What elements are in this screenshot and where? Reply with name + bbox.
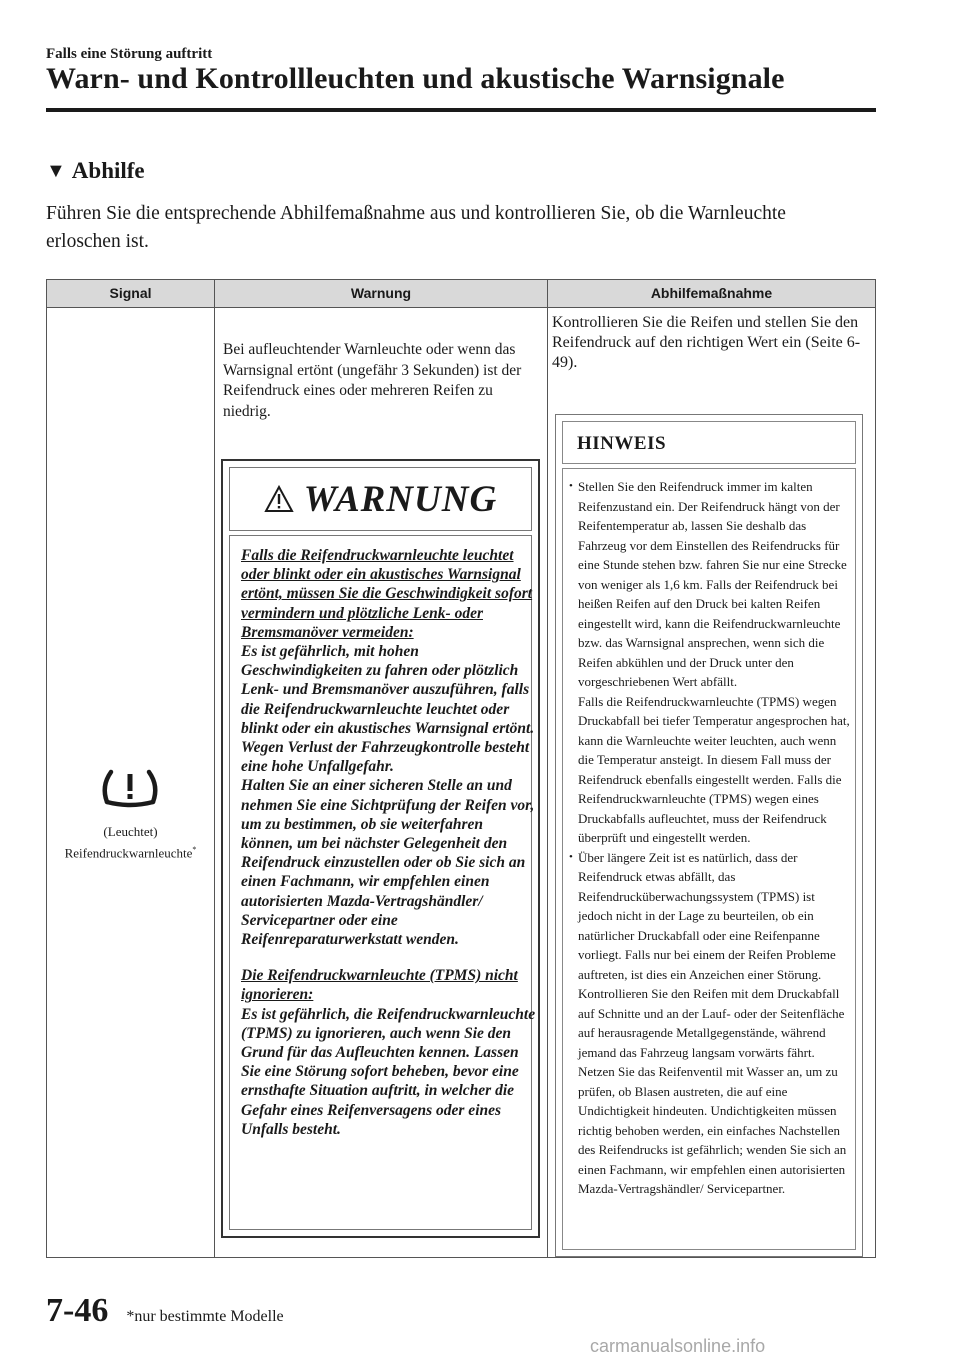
- triangle-down-icon: ▼: [46, 159, 66, 182]
- warning-triangle-icon: [264, 485, 294, 513]
- signal-label: (Leuchtet) Reifendruckwarnleuchte*: [64, 824, 197, 861]
- remedy-text: Kontrollieren Sie die Reifen und stellen Sie den Reifendruck auf den richtigen Wert ein (Seite 6-49).: [552, 314, 861, 372]
- note-list: [569, 477, 851, 1199]
- subheading: [46, 158, 145, 184]
- warning-box: [221, 459, 540, 1238]
- bullet-icon: •: [569, 850, 573, 863]
- warning-title: WARNUNG: [303, 478, 498, 520]
- warning-box-header: [229, 467, 532, 531]
- table-header: [47, 280, 875, 308]
- warning-heading-1: Falls die Reifendruckwarnleuchte leuchtet oder blinkt oder ein akustisches Warnsignal ertönt, müssen Sie die Geschwindigkeit sofort vermindern und plötzliche Lenk- oder Bremsmanöver vermeiden:: [241, 547, 533, 641]
- footnote: *nur bestimmte Modelle: [126, 1308, 284, 1325]
- warning-paragraph-3: Es ist gefährlich, die Reifendruckwarnleuchte (TPMS) zu ignorieren, auch wenn Sie den Grund für das Aufleuchten kennen. Lassen Sie eine Störung sofort beheben, bevor eine ernsthafte Situation auftritt, in welcher die Gefahr eines Reifenversagens oder eines Unfalls besteht.: [241, 1005, 536, 1138]
- header-signal: Signal: [109, 285, 152, 301]
- warning-heading-2: Die Reifendruckwarnleuchte (TPMS) nicht ignorieren:: [241, 967, 518, 1004]
- subheading-text: Abhilfe: [71, 158, 145, 183]
- warning-content: [241, 546, 536, 1139]
- remedy-cell: [548, 308, 875, 1257]
- bullet-icon: •: [569, 480, 573, 492]
- page-footer: [46, 1292, 284, 1330]
- chapter-title: Warn- und Kontrollleuchten und akustische Warnsignale: [46, 62, 785, 95]
- note-header: [562, 421, 856, 464]
- warning-paragraph-1: Es ist gefährlich, mit hohen Geschwindigkeiten zu fahren oder plötzlich Lenk- und Bremsmanöver auszuführen, falls die Reifendruckwarnleuchte leuchtet oder blinkt oder ein akustisches Warnsignal ertönt. Wegen Verlust der Fahrzeugkontrolle besteht eine hohe Unfallgefahr.: [241, 643, 535, 776]
- header-rule: [46, 108, 876, 112]
- header-remedy: Abhilfemaßnahme: [650, 285, 773, 301]
- warning-cell: [215, 308, 547, 1257]
- remedy-table: [46, 279, 876, 1258]
- note-title: HINWEIS: [577, 433, 667, 454]
- note-box: [555, 414, 863, 1257]
- list-item: • Stellen Sie den Reifendruck immer im kalten Reifenzustand ein. Der Reifendruck hängt von der Reifentemperatur ab, lassen Sie deshalb das Fahrzeug vor dem Einstellen des Reifendrucks für eine Stunde stehen bzw. fahren Sie nur eine Strecke von weniger als 1,6 km. Falls der Reifendruck bei heißen Reifen auf den Druck bei kalten Reifen eingestellt wird, kann die Reifendruckwarnleuchte bzw. das Warnsignal ansprechen, wenn sich die Reifen abkühlen und der Druck unter den vorgeschriebenen Wert abfällt. Falls die Reifendruckwarnleuchte (TPMS) wegen Druckabfall bei tiefer Temperatur angesprochen hat, kann die Warnleuchte weiter leuchten, auch wenn die Temperatur ansteigt. In diesem Fall muss der Reifendruck ebenfalls eingestellt werden. Falls die Reifendruckwarnleuchte (TPMS) wegen eines Druckabfalls aufleuchtet, muss der Reifendruck überprüft und eingestellt werden.: [569, 477, 851, 848]
- signal-cell: [47, 308, 214, 1257]
- warning-text: Bei aufleuchtender Warnleuchte oder wenn das Warnsignal ertönt (ungefähr 3 Sekunden) ist der Reifendruck eines oder mehreren Reifen zu niedrig.: [223, 341, 522, 420]
- intro-text: Führen Sie die entsprechende Abhilfemaßnahme aus und kontrollieren Sie, ob die Warnleuchte erloschen ist.: [46, 203, 786, 252]
- warning-paragraph-2: Halten Sie an einer sicheren Stelle an und nehmen Sie eine Sichtprüfung der Reifen vor, um zu bestimmen, ob sie weiterfahren können, um bei nächster Gelegenheit den Reifendruck einzustellen oder ob Sie sich an einen Fachmann, wir empfehlen einen autorisierten Mazda-Vertragshändler/ Servicepartner oder eine Reifenreparaturwerkstatt wenden.: [241, 777, 535, 949]
- note-body: [562, 468, 856, 1250]
- warning-box-body: [229, 535, 536, 1230]
- list-item: • Über längere Zeit ist es natürlich, dass der Reifendruck etwas abfällt, das Reifendrucküberwachungssystem (TPMS) ist jedoch nicht in der Lage zu beurteilen, ob ein natürlicher Druckabfall oder eine Reifenpanne vorliegt. Falls nur bei einem der Reifen Probleme auftreten, ist dies ein Anzeichen einer Störung. Kontrollieren Sie den Reifen mit dem Druckabfall auf Schnitte und an der Lauf- oder der Seitenfläche auf herausragende Metallgegenstände, während jemand das Fahrzeug langsam vorwärts fährt. Netzen Sie das Reifenventil mit Wasser an, um zu prüfen, ob Blasen austreten, die auf eine Undichtigkeit hindeuten. Undichtigkeiten müssen richtig behoben werden, ein einfaches Nachstellen des Reifendrucks ist gefährlich; wenden Sie sich an einen Fachmann, wir empfehlen einen autorisierten Mazda-Vertragshändler/ Servicepartner.: [569, 848, 851, 1199]
- watermark: carmanualsonline.info: [590, 1336, 766, 1356]
- tire-pressure-warning-icon: [97, 768, 163, 808]
- header-warning: Warnung: [350, 285, 412, 301]
- section-label: Falls eine Störung auftritt: [46, 46, 213, 62]
- page-number: 7-46: [46, 1292, 109, 1329]
